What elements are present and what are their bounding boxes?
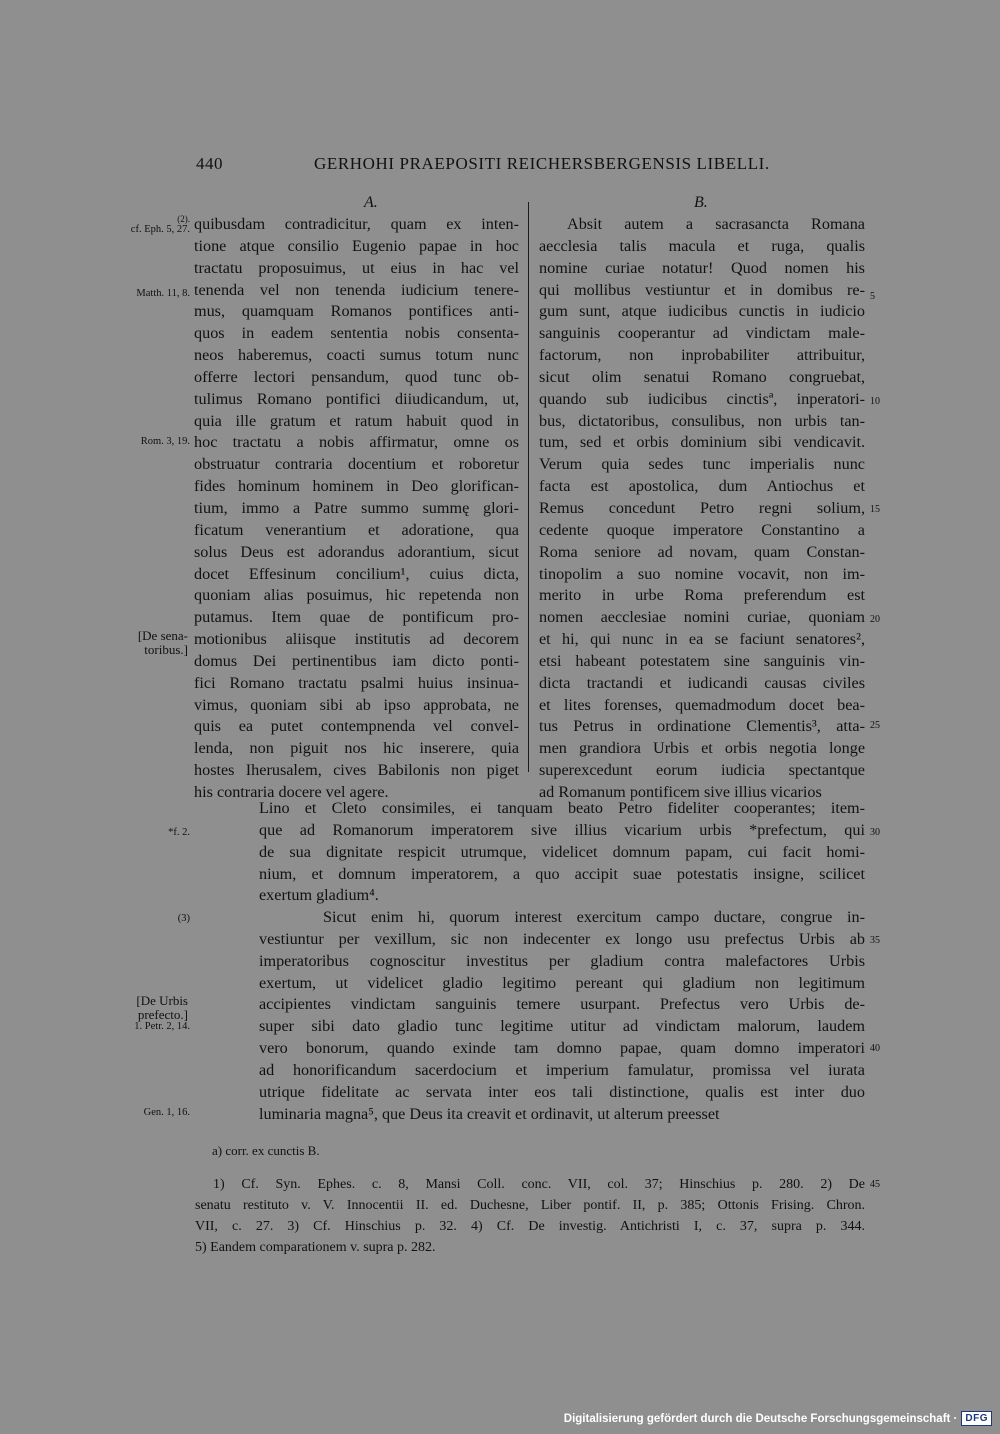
text-line: et lites forenses, quemadmodum docet bea- [539,695,865,714]
line-number: 45 [870,1179,880,1190]
text-line: hoc tractatu a nobis affirmatur, omne os [194,433,519,452]
text-line: superexcedunt eorum iudicia spectantque [539,761,865,780]
text-line: gum sunt, atque iudicibus cunctis in iudicio [539,302,865,321]
text-line: nomen aecclesiae nomini curiae, quoniam [539,608,865,627]
text-line: bus, dictatoribus, consulibus, non urbis tan- [539,411,865,430]
text-line: Absit autem a sacrasancta Romana [567,215,865,233]
text-line: sicut olim senatui Romano congruebat, [539,367,865,386]
text-critical-note: a) corr. ex cunctis B. [212,1143,320,1158]
footnote-line: 5) Eandem comparationem v. supra p. 282. [195,1240,436,1255]
line-number: 25 [870,720,880,731]
text-line: tractatu proposuimus, ut eius in hac vel [194,258,519,277]
text-line: imperatoribus cognoscitur investitus per gladium contra malefactores Urbis [259,951,865,970]
text-line: ad honorificandum sacerdocium et imperium famulatur, promissa vel iurata [259,1060,865,1079]
margin-note-superscript: (2). [177,214,190,224]
text-line: obstruatur contraria docentium et roboretur [194,455,519,474]
text-line: motionibus aliisque institutis ad decorem [194,630,519,649]
text-line: quis ea putet contempnenda vel convel- [194,717,519,736]
margin-note: Gen. 1, 16. [143,1107,190,1118]
text-line: cedente quoque imperatore Constantino a [539,520,865,539]
line-number: 30 [870,827,880,838]
text-line: lenda, non piguit nos hic inserere, quia [194,739,519,758]
text-line: quia ille gratum et ratum habuit quod in [194,411,519,430]
text-line: quando sub iudicibus cinctisª, inperatori- [539,389,865,408]
text-line: facta est apostolica, dum Antiochus et [539,477,865,496]
text-line: tinopolim a suo nomine vocavit, non im- [539,564,865,583]
margin-note: (3) [177,913,190,924]
margin-note: Matth. 11, 8. [136,288,190,299]
footnotes [195,1174,865,1258]
margin-note-heading: toribus.] [144,642,188,657]
full-width-paragraph-1 [259,798,865,907]
page-number: 440 [196,154,223,173]
margin-note: *f. 2. [168,827,190,838]
text-line: accipientes vindictam sanguinis temere usurpant. Prefectus vero Urbis de- [259,995,865,1014]
column-a-text [194,214,519,804]
text-line: men grandiora Urbis et orbis negotia longe [539,739,865,758]
text-line: putamus. Item quae de pontificum pro- [194,608,519,627]
text-line: ficatum venerantium et adoratione, qua [194,520,519,539]
text-line: his contraria docere vel agere. [194,782,389,801]
line-number: 5 [870,291,875,302]
text-line: tenenda vel non tenenda iudicium tenere- [194,280,519,299]
text-line: tione atque consilio Eugenio papae in hoc [194,236,519,255]
margin-note: 1. Petr. 2, 14. [134,1021,190,1032]
text-line: solus Deus est adorandus adorantium, sicut [194,542,519,561]
text-line: factorum, non inprobabiliter attribuitur, [539,346,865,365]
text-line: ad Romanum pontificem sive illius vicarios [539,782,822,801]
line-number: 40 [870,1043,880,1054]
funding-text: Digitalisierung gefördert durch die Deutsche Forschungsgemeinschaft · [563,1412,958,1425]
text-line: fides hominum hominem in Deo glorifican- [194,477,519,496]
text-line: quoniam alias posuimus, hic repetenda non [194,586,519,605]
text-line: nium, et domnum imperatorem, a quo accipit suae potestatis insigne, scilicet [259,864,865,883]
text-line: docet Effesinum concilium¹, cuius dicta, [194,564,519,583]
text-line: exertum gladium⁴. [259,886,379,905]
text-line: mus, quamquam Romanos pontifices anti- [194,302,519,321]
margin-note-heading: [De sena- [137,628,188,643]
margin-note-heading: [De Urbis [136,993,188,1008]
funding-notice [564,1411,992,1426]
text-line: tium, immo a Patre summo summę glori- [194,498,519,517]
footnote-line: VII, c. 27. 3) Cf. Hinschius p. 32. 4) Cf. De investig. Antichristi I, c. 37, supra p. 344. [195,1219,865,1234]
column-b-text [539,214,865,804]
text-line: de sua dignitate respicit utrumque, videlicet domnum papam, cui facit homi- [259,842,865,861]
text-line: et hi, qui nunc in ea se faciunt senatores², [539,630,865,649]
text-line: tus Petrus in ordinatione Clementis³, atta- [539,717,865,736]
line-number: 20 [870,614,880,625]
column-divider [528,202,529,772]
running-title: GERHOHI PRAEPOSITI REICHERSBERGENSIS LIBELLI. [314,154,770,173]
text-line: qui mollibus vestiuntur et in domibus re- [539,280,865,299]
line-number: 10 [870,396,880,407]
line-number: 35 [870,935,880,946]
text-line: hostes Iherusalem, cives Babilonis non piget [194,761,519,780]
text-line: offerre lectori pensandum, quod tunc ob- [194,367,519,386]
text-line: luminaria magna⁵, que Deus ita creavit et ordinavit, ut alterum preesset [259,1104,720,1123]
text-line: que ad Romanorum imperatorem sive illius vicarium urbis *prefectum, qui [259,820,865,839]
dfg-logo: DFG [961,1411,992,1426]
text-line: fici Romano tractatu psalmi huius insinua- [194,673,519,692]
text-line: quibusdam contradicitur, quam ex inten- [194,215,519,233]
text-line: sanguinis cooperantur ad vindictam male- [539,324,865,343]
text-line: vestiuntur per vexillum, sic non indecenter ex longo usu prefectus Urbis ab [259,929,865,948]
text-line: Lino et Cleto consimiles, ei tanquam beato Petro fideliter cooperantes; item- [259,799,865,817]
text-line: nomine curiae notatur! Quod nomen his [539,258,865,277]
text-line: Remus concedunt Petro regni solium, [539,498,865,517]
margin-note-heading: prefecto.] [137,1007,188,1022]
footnote-line: 1) Cf. Syn. Ephes. c. 8, Mansi Coll. conc. VII, col. 37; Hinschius p. 280. 2) De [213,1177,865,1192]
text-line: merito in urbe Roma preferendum est [539,586,865,605]
text-line: Roma seniore ad novam, quam Constan- [539,542,865,561]
text-line: exertum, ut videlicet gladio legitimo pereant qui gladium non legitimum [259,973,865,992]
text-line: vero bonorum, quando exinde tam domno papae, quam domno imperatori [259,1039,865,1058]
text-line: Sicut enim hi, quorum interest exercitum campo ductare, congrue in- [323,908,865,926]
full-width-paragraph-2 [259,907,865,1125]
text-line: aecclesia talis macula et ruga, qualis [539,236,865,255]
text-line: tulimus Romano pontifici diiudicandum, ut, [194,389,519,408]
text-line: super sibi dato gladio tunc legitime utitur ad vindictam malorum, laudem [259,1017,865,1036]
line-number: 15 [870,504,880,515]
text-line: etsi habeant potestatem sine sanguinis vin- [539,651,865,670]
text-line: neos haberemus, coacti sumus totum nunc [194,346,519,365]
margin-note: Rom. 3, 19. [140,436,190,447]
text-line: Verum quia sedes tunc imperialis nunc [539,455,865,474]
footnote-line: senatu restituto v. V. Innocentii II. ed. Duchesne, Liber pontif. II, p. 385; Ottonis Frising. Chron. [195,1198,865,1213]
text-line: dicta tractandi et iudicandi causas civiles [539,673,865,692]
text-line: tum, sed et orbis dominium sibi vendicavit. [539,433,865,452]
margin-note: cf. Eph. 5, 27. [130,224,190,235]
column-b-title: B. [694,194,708,211]
column-a-title: A. [364,194,378,211]
text-line: utrique fidelitate ac servata inter eos tali distinctione, qualis est inter duo [259,1082,865,1101]
text-line: vimus, quoniam sibi ab ipso approbata, ne [194,695,519,714]
text-line: domus Dei pertinentibus iam dicto ponti- [194,651,519,670]
text-line: quos in eadem sententia nobis consenta- [194,324,519,343]
